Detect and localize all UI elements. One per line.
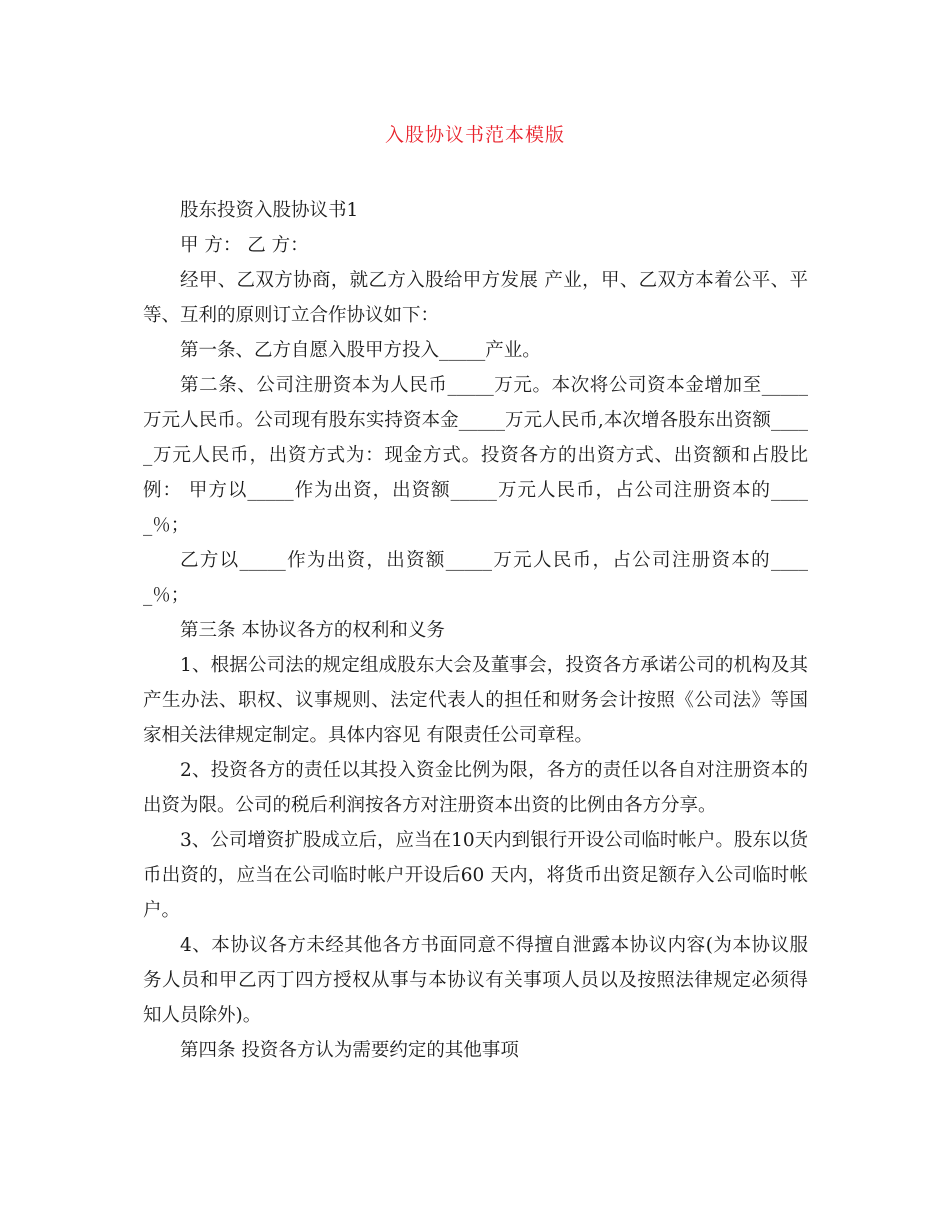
parties-line: 甲 方： 乙 方： <box>180 235 309 256</box>
preamble-paragraph: 经甲、乙双方协商，就乙方入股给甲方发展 产业，甲、乙双方本着公平、平等、互利的原则订立合作协议如下： <box>143 270 808 326</box>
article-3-clause-1: 1、根据公司法的规定组成股东大会及董事会，投资各方承诺公司的机构及其产生办法、职权、议事规则、法定代表人的担任和财务会计按照《公司法》等国家相关法律规定制定。具体内容见 有限责任公司章程。 <box>143 655 808 746</box>
document-title: 入股协议书范本模版 <box>384 124 565 146</box>
article-3-clause-4: 4、本协议各方未经其他各方书面同意不得擅自泄露本协议内容(为本协议服务人员和甲乙丙丁四方授权从事与本协议有关事项人员以及按照法律规定必须得知人员除外)。 <box>143 935 808 1026</box>
article-3-clause-2: 2、投资各方的责任以其投入资金比例为限，各方的责任以各自对注册资本的出资为限。公司的税后利润按各方对注册资本出资的比例由各方分享。 <box>143 760 808 816</box>
article-3-clause-3: 3、公司增资扩股成立后，应当在10天内到银行开设公司临时帐户。股东以货币出资的，应当在公司临时帐户开设后60 天内，将货币出资足额存入公司临时帐户。 <box>143 830 808 921</box>
article-2: 第二条、公司注册资本为人民币_____万元。本次将公司资本金增加至_____万元人民币。公司现有股东实持资本金_____万元人民币,本次增各股东出资额_____万元人民币，出资方式为：现金方式。投资各方的出资方式、出资额和占股比例： 甲方以_____作为出资，出资额_____万元人民币，占公司注册资本的_____％； <box>143 375 808 536</box>
agreement-heading: 股东投资入股协议书1 <box>180 200 359 221</box>
article-3-heading: 第三条 本协议各方的权利和义务 <box>180 620 445 641</box>
article-1: 第一条、乙方自愿入股甲方投入_____产业。 <box>180 340 541 361</box>
document-body <box>143 193 808 1068</box>
article-2-party-b: 乙方以_____作为出资，出资额_____万元人民币，占公司注册资本的_____％； <box>143 550 808 606</box>
article-4-heading: 第四条 投资各方认为需要约定的其他事项 <box>180 1040 519 1061</box>
